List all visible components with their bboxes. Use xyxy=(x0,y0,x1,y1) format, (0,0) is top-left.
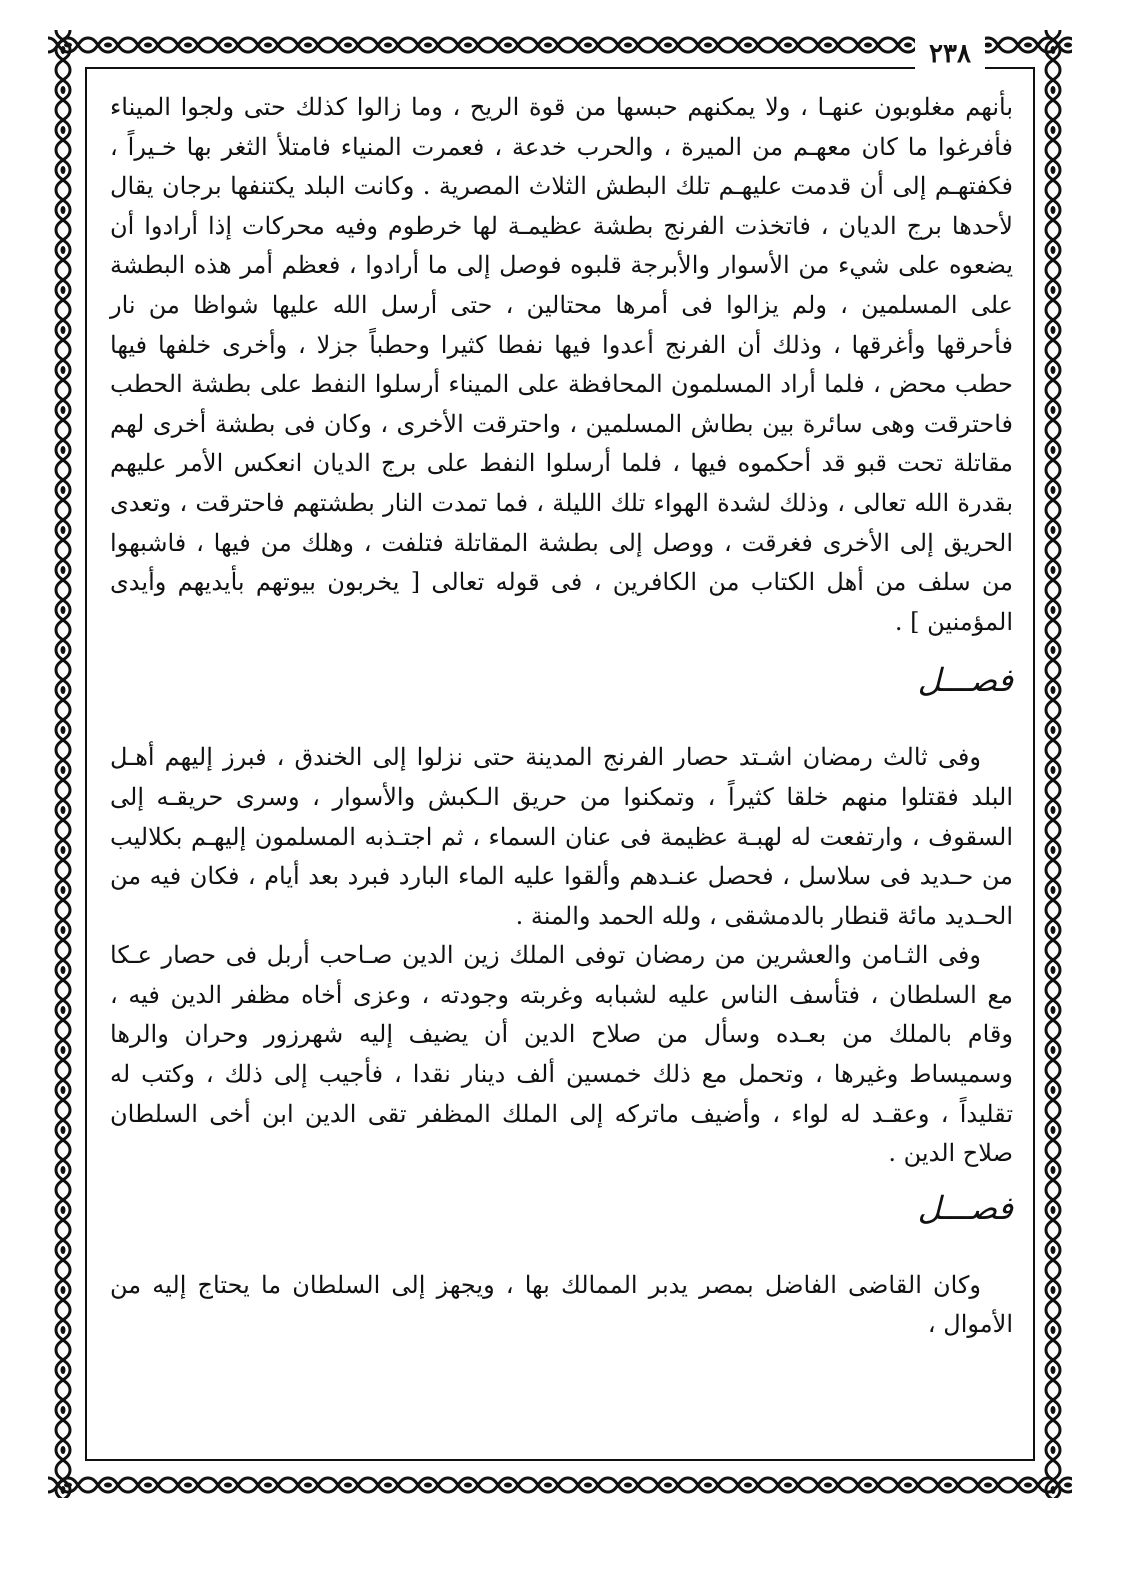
section-heading xyxy=(110,1174,1013,1266)
paragraph: وفى الثـامن والعشرين من رمضان توفى الملك زين الدين صـاحب أربل فى حصار عـكا مع السلطان ، فتأسف الناس عليه لشبابه وغربته وجودته ، وعزى أخاه مظفر الدين فيه ، وقام بالملك من بعـده وسأل من صلاح الدين أن يضيف إليه شهرزور وحران والرها وسميساط وغيرها ، وتحمل مع ذلك خمسين ألف دينار نقدا ، فأجيب إلى ذلك ، وكتب له تقليداً ، وعقـد له لواء ، وأضيف ماتركه إلى الملك المظفر تقى الدين ابن أخى السلطان صلاح الدين . xyxy=(110,941,1014,1168)
section-heading-text: فصـــل xyxy=(917,661,1013,700)
section-heading-text: فصـــل xyxy=(917,1188,1013,1227)
paragraph: بأنهم مغلوبون عنهـا ، ولا يمكنهم حبسها من قوة الريح ، وما زالوا كذلك حتى ولجوا الميناء فأفرغوا ما كان معهـم من الميرة ، والحرب خدعة ، فعمرت المنياء فامتلأ الثغر بها خـيراً ، فكفتهـم إلى أن قدمت عليهـم تلك البطش الثلاث المصرية . وكانت البلد يكتنفها برجان يقال لأحدها برج الديان ، فاتخذت الفرنج بطشة عظيمـة لها خرطوم وفيه محركات إذا أرادوا أن يضعوه على شيء من الأسوار والأبرجة قلبوه فوصل إلى ما أرادوا ، فعظم أمر هذه البطشة على المسلمين ، ولم يزالوا فى أمرها محتالين ، حتى أرسل الله عليها شواظا من نار فأحرقها وأغرقها ، وذلك أن الفرنج أعدوا فيها نفطا كثيرا وحطباً جزلا ، وأخرى خلفها فيها حطب محض ، فلما أراد المسلمون المحافظة على الميناء أرسلوا النفط على بطشة الحطب فاحترقت وهى سائرة بين بطاش المسلمين ، واحترقت الأخرى ، وكان فى بطشة أخرى لهم مقاتلة تحت قبو قد أحكموه فيها ، فلما أرسلوا النفط على برج الديان انعكس الأمر عليهم بقدرة الله تعالى ، وذلك لشدة الهواء تلك الليلة ، فما تمدت النار بطشتهم فاحترقت ، وتعدى الحريق إلى الأخرى فغرقت ، ووصل إلى بطشة المقاتلة فتلفت ، وهلك من فيها ، فاشبهوا من سلف من أهل الكتاب من الكافرين ، فى قوله تعالى [ يخربون بيوتهم بأيديهم وأيدى المؤمنين ] . xyxy=(110,93,1014,636)
page-content xyxy=(110,88,1013,1483)
paragraph: وكان القاضى الفاضل بمصر يدبر الممالك بها ، ويجهز إلى السلطان ما يحتاج إليه من الأموال ، xyxy=(110,1270,1013,1339)
paragraph: وفى ثالث رمضان اشـتد حصار الفرنج المدينة حتى نزلوا إلى الخندق ، فبرز إليهم أهـل البلد فقتلوا منهم خلقا كثيراً ، وتمكنوا من حريق الـكبش والأسوار ، وسرى حريقـه إلى السقوف ، وارتفعت له لهبـة عظيمة فى عنان السماء ، ثم اجتـذبه المسلمون إليهـم بكلاليب من حـديد فى سلاسل ، فحصل عنـدهم وألقوا عليه الماء البارد فبرد بعد أيام ، فكان فيه من الحـديد مائة قنطار بالدمشقى ، ولله الحمد والمنة . xyxy=(110,743,1014,930)
page-number: ٢٣٨ xyxy=(915,34,985,74)
section-heading xyxy=(110,642,1013,738)
